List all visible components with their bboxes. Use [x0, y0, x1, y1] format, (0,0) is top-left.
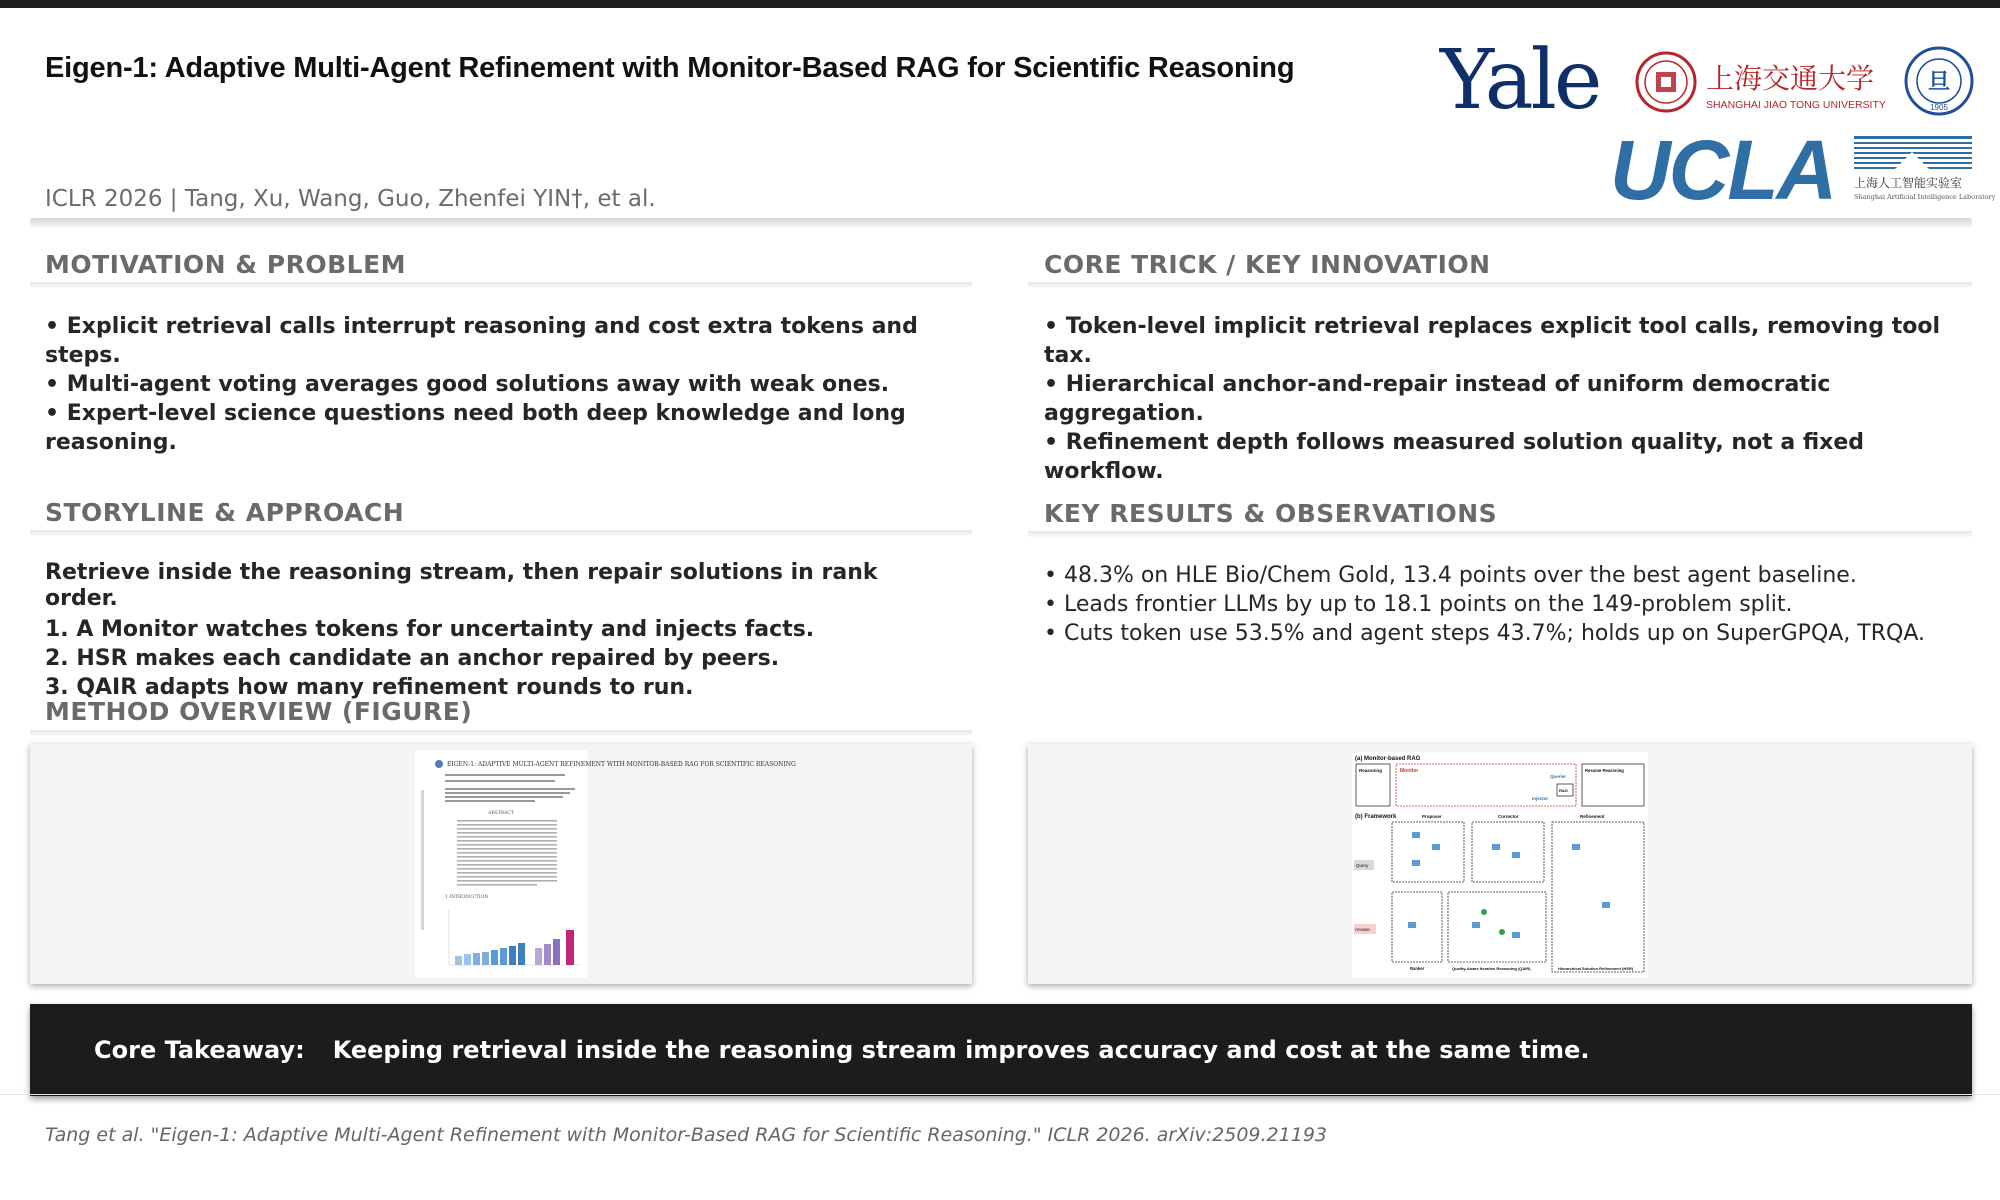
svg-text:Querier: Querier [1550, 774, 1567, 779]
storyline-line: Retrieve inside the reasoning stream, then repair solutions in rank order. [45, 560, 878, 611]
poster-title: Eigen-1: Adaptive Multi-Agent Refinement with Monitor-Based RAG for Scientific Reasoning [45, 52, 1295, 84]
svg-text:Answer: Answer [1355, 927, 1371, 932]
bullet-item: • Hierarchical anchor-and-repair instead of uniform democratic aggregation. [1044, 372, 1831, 426]
svg-text:Refinement: Refinement [1580, 814, 1605, 819]
fudan-logo [1904, 46, 1974, 116]
footer-divider [0, 1094, 2000, 1095]
header-divider [30, 218, 1972, 228]
bullet-item: • Token-level implicit retrieval replaces explicit tool calls, removing tool tax. [1044, 314, 1941, 368]
section-heading-storyline: STORYLINE & APPROACH [45, 498, 405, 527]
section-rule [1028, 282, 1972, 288]
svg-text:旦: 旦 [1927, 69, 1951, 95]
storyline-line: 3. QAIR adapts how many refinement rounds to run. [45, 675, 694, 700]
yale-logo: Yale [1440, 33, 1600, 128]
paper-thumbnail [415, 750, 796, 978]
bullet-item: • Multi-agent voting averages good solutions away with weak ones. [45, 372, 890, 397]
citation: Tang et al. "Eigen-1: Adaptive Multi-Agent Refinement with Monitor-Based RAG for Scientific Reasoning." ICLR 2026. arXiv:2509.21193 [45, 1124, 1327, 1146]
takeaway-label: Core Takeaway: [94, 1036, 305, 1064]
framework-figure-card [1028, 744, 1972, 984]
section-heading-core-trick: CORE TRICK / KEY INNOVATION [1044, 250, 1491, 279]
ucla-logo: UCLA [1610, 123, 1836, 217]
sjtu-logo [1634, 48, 1886, 118]
svg-text:Ranker: Ranker [1410, 966, 1425, 971]
bullet-item: • Explicit retrieval calls interrupt reasoning and cost extra tokens and steps. [45, 314, 918, 368]
svg-text:1905: 1905 [1930, 103, 1948, 112]
section-rule [1028, 531, 1972, 537]
bullet-item: • 48.3% on HLE Bio/Chem Gold, 13.4 points over the best agent baseline. [1044, 563, 1857, 588]
section-rule [30, 282, 972, 288]
section-heading-key-results: KEY RESULTS & OBSERVATIONS [1044, 499, 1498, 528]
svg-text:Query: Query [1356, 863, 1369, 868]
svg-text:(b) Framework: (b) Framework [1355, 814, 1397, 820]
svg-text:Resume Reasoning: Resume Reasoning [1585, 768, 1624, 773]
framework-diagram [1352, 752, 1648, 978]
shanghai-ai-lab-logo [1852, 132, 1996, 204]
storyline-text [45, 560, 925, 702]
svg-text:(a) Monitor-based RAG: (a) Monitor-based RAG [1355, 756, 1421, 762]
key-results-bullets [1044, 561, 1944, 648]
bullet-item: • Leads frontier LLMs by up to 18.1 points on the 149-problem split. [1044, 592, 1793, 617]
section-rule [30, 530, 972, 536]
svg-text:Corrector: Corrector [1498, 814, 1519, 819]
section-heading-motivation: MOTIVATION & PROBLEM [45, 250, 407, 279]
svg-text:Reasoning: Reasoning [1359, 768, 1383, 773]
svg-text:Monitor: Monitor [1400, 768, 1419, 774]
svg-text:Injector: Injector [1532, 796, 1549, 801]
svg-text:SHANGHAI JIAO TONG UNIVERSITY: SHANGHAI JIAO TONG UNIVERSITY [1706, 99, 1886, 111]
section-rule [30, 730, 972, 736]
svg-text:RAG: RAG [1559, 788, 1568, 793]
takeaway-text: Keeping retrieval inside the reasoning stream improves accuracy and cost at the same time. [332, 1036, 1590, 1064]
svg-text:上海交通大学: 上海交通大学 [1706, 62, 1875, 95]
section-heading-method: METHOD OVERVIEW (FIGURE) [45, 697, 473, 726]
svg-text:Shanghai Artificial Intelligen: Shanghai Artificial Intelligence Laboratory [1854, 193, 1996, 201]
svg-text:1 INTRODUCTION: 1 INTRODUCTION [445, 895, 489, 900]
svg-text:EIGEN-1: ADAPTIVE MULTI-AGENT: EIGEN-1: ADAPTIVE MULTI-AGENT REFINEMENT WITH MONITOR-BASED RAG FOR SCIENTIFIC REASONING [447, 761, 796, 768]
svg-text:Proposer: Proposer [1422, 814, 1442, 819]
svg-text:ABSTRACT: ABSTRACT [488, 811, 514, 816]
poster-subtitle: ICLR 2026 | Tang, Xu, Wang, Guo, Zhenfei YIN†, et al. [45, 186, 656, 212]
top-bar [0, 0, 2000, 8]
svg-text:Quality-Aware Iterative Reason: Quality-Aware Iterative Reasoning (QAIR) [1452, 966, 1531, 971]
core-takeaway-banner [30, 1004, 1972, 1096]
svg-text:上海人工智能实验室: 上海人工智能实验室 [1854, 176, 1963, 190]
bullet-item: • Cuts token use 53.5% and agent steps 43.7%; holds up on SuperGPQA, TRQA. [1044, 621, 1925, 646]
svg-text:Hierarchical Solution Refineme: Hierarchical Solution Refinement (HSR) [1558, 966, 1634, 971]
core-trick-bullets [1044, 312, 1964, 486]
bullet-item: • Expert-level science questions need both deep knowledge and long reasoning. [45, 401, 906, 455]
paper-figure-card [30, 744, 972, 984]
storyline-line: 1. A Monitor watches tokens for uncertainty and injects facts. [45, 617, 815, 642]
motivation-bullets [45, 312, 945, 457]
storyline-line: 2. HSR makes each candidate an anchor repaired by peers. [45, 646, 780, 671]
bullet-item: • Refinement depth follows measured solution quality, not a fixed workflow. [1044, 430, 1865, 484]
